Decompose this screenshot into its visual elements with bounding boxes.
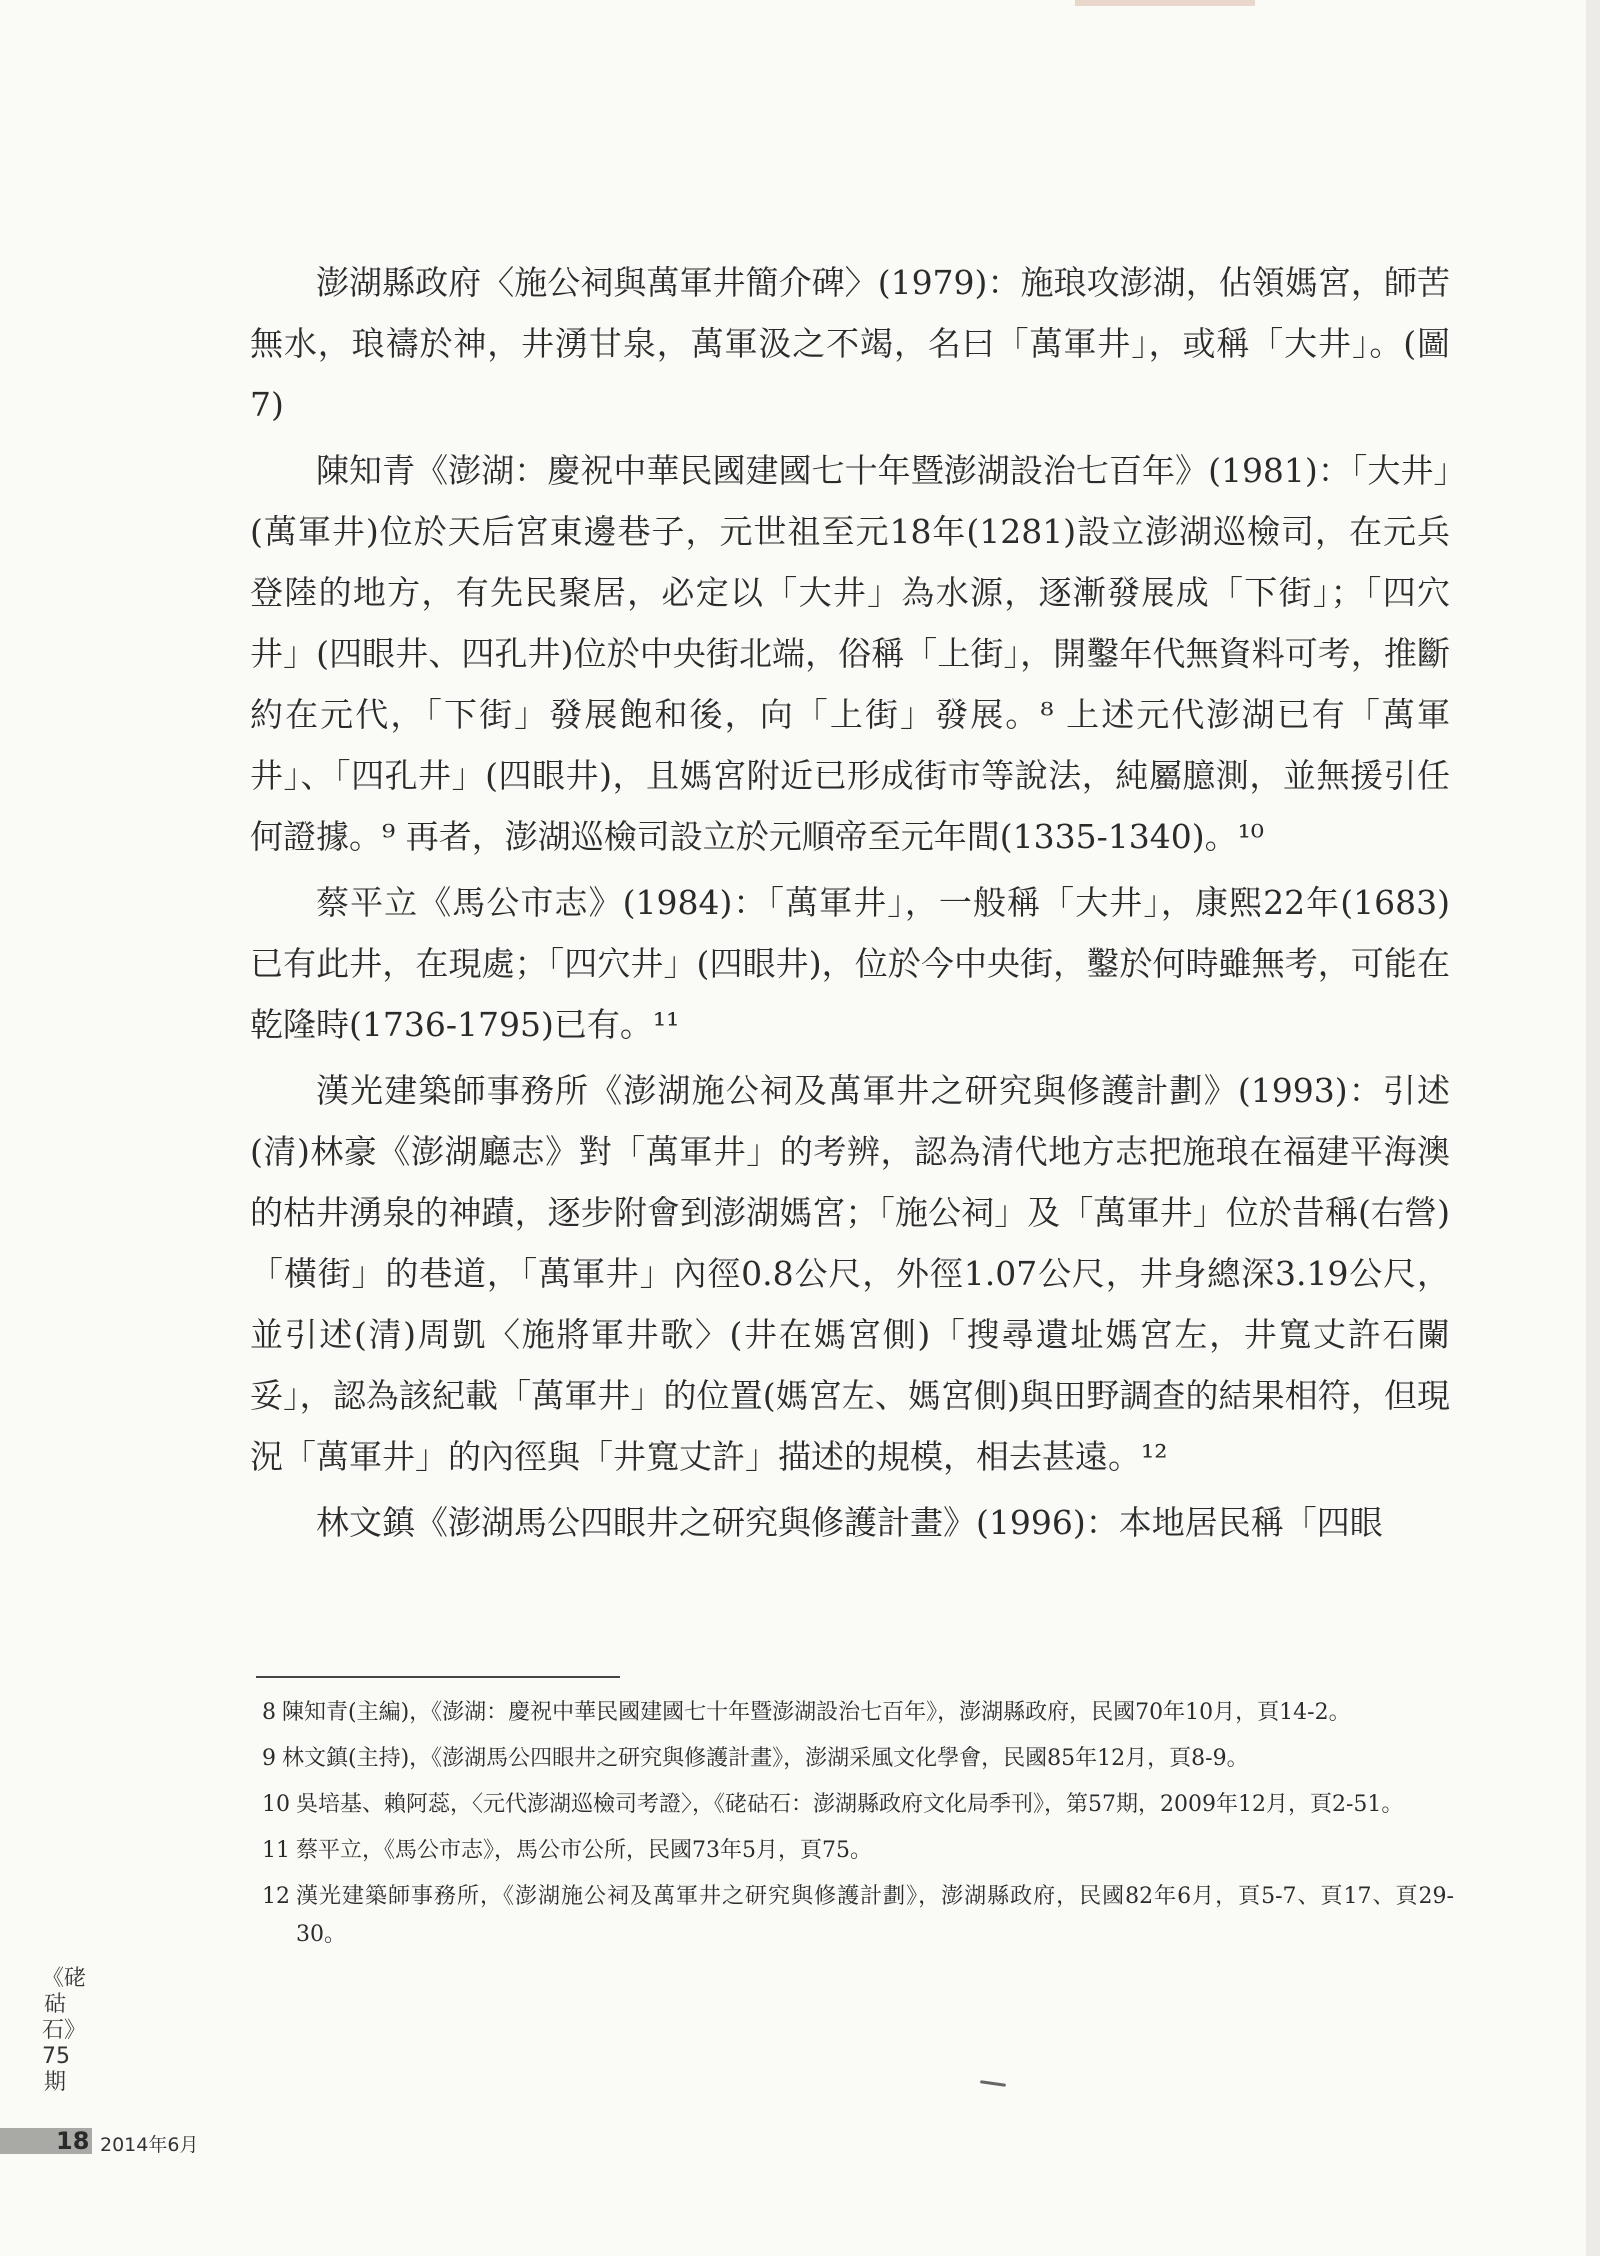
print-mark: [1075, 0, 1255, 6]
page-number: 18: [56, 2127, 90, 2155]
footnote-text: 漢光建築師事務所，《澎湖施公祠及萬軍井之研究與修護計劃》，澎湖縣政府，民國82年6月，頁5-7、頁17、頁29-30。: [296, 1884, 1454, 1947]
scan-speck: [980, 2080, 1006, 2087]
footnote: [262, 1694, 1454, 1732]
footnote-number: 10: [262, 1792, 290, 1817]
page-edge: [1586, 0, 1600, 2256]
paragraph: 陳知青《澎湖：慶祝中華民國建國七十年暨澎湖設治七百年》(1981)：「大井」(萬軍井)位於天后宮東邊巷子，元世祖至元18年(1281)設立澎湖巡檢司，在元兵登陸的地方，有先民聚居，必定以「大井」為水源，逐漸發展成「下街」；「四穴井」(四眼井、四孔井)位於中央街北端，俗稱「上街」，開鑿年代無資料可考，推斷約在元代，「下街」發展飽和後，向「上街」發展。⁸ 上述元代澎湖已有「萬軍井」、「四孔井」(四眼井)，且媽宮附近已形成街市等說法，純屬臆測，並無援引任何證據。⁹ 再者，澎湖巡檢司設立於元順帝至元年間(1335-1340)。¹⁰: [250, 451, 1450, 856]
footnotes: [262, 1694, 1454, 1962]
footnote-text: 陳知青(主編)，《澎湖：慶祝中華民國建國七十年暨澎湖設治七百年》，澎湖縣政府，民國70年10月，頁14-2。: [282, 1700, 1351, 1725]
footnote-text: 吳培基、賴阿蕊，〈元代澎湖巡檢司考證〉，《硓𥑮石：澎湖縣政府文化局季刊》，第57期，2009年12月，頁2-51。: [296, 1792, 1404, 1817]
footnote-number: 8: [262, 1700, 276, 1725]
paragraph: 蔡平立《馬公市志》(1984)：「萬軍井」，一般稱「大井」，康熙22年(1683)已有此井，在現處；「四穴井」(四眼井)，位於今中央街，鑿於何時雖無考，可能在乾隆時(1736-1795)已有。¹¹: [250, 883, 1450, 1044]
paragraph: 漢光建築師事務所《澎湖施公祠及萬軍井之研究與修護計劃》(1993)：引述(清)林豪《澎湖廳志》對「萬軍井」的考辨，認為清代地方志把施琅在福建平海澳的枯井湧泉的神蹟，逐步附會到澎湖媽宮；「施公祠」及「萬軍井」位於昔稱(右營)「橫街」的巷道，「萬軍井」內徑0.8公尺，外徑1.07公尺，井身總深3.19公尺，並引述(清)周凱〈施將軍井歌〉(井在媽宮側)「搜尋遺址媽宮左，井寬丈許石闌妥」，認為該紀載「萬軍井」的位置(媽宮左、媽宮側)與田野調查的結果相符，但現況「萬軍井」的內徑與「井寬丈許」描述的規模，相去甚遠。¹²: [250, 1071, 1450, 1476]
footnote-text: 蔡平立，《馬公市志》，馬公市公所，民國73年5月，頁75。: [296, 1838, 872, 1863]
footnote-text: 林文鎮(主持)，《澎湖馬公四眼井之研究與修護計畫》，澎湖采風文化學會，民國85年12月，頁8-9。: [282, 1746, 1249, 1771]
footnote: [262, 1832, 1454, 1870]
footnote-number: 9: [262, 1746, 276, 1771]
footnote-number: 11: [262, 1838, 290, 1863]
paragraph: 澎湖縣政府〈施公祠與萬軍井簡介碑〉(1979)：施琅攻澎湖，佔領媽宮，師苦無水，琅禱於神，井湧甘泉，萬軍汲之不竭，名曰「萬軍井」，或稱「大井」。(圖7): [250, 263, 1450, 424]
issue-date: 2014年6月: [100, 2134, 199, 2156]
footnote: [262, 1878, 1454, 1954]
footnote: [262, 1740, 1454, 1778]
main-text: [250, 252, 1450, 1553]
journal-title: 《硓𥑮石》75期: [42, 1966, 87, 2095]
footnote-divider: [256, 1676, 620, 1678]
footnote: [262, 1786, 1454, 1824]
paragraph: 林文鎮《澎湖馬公四眼井之研究與修護計畫》(1996)：本地居民稱「四眼: [316, 1503, 1383, 1542]
footnote-number: 12: [262, 1884, 290, 1909]
